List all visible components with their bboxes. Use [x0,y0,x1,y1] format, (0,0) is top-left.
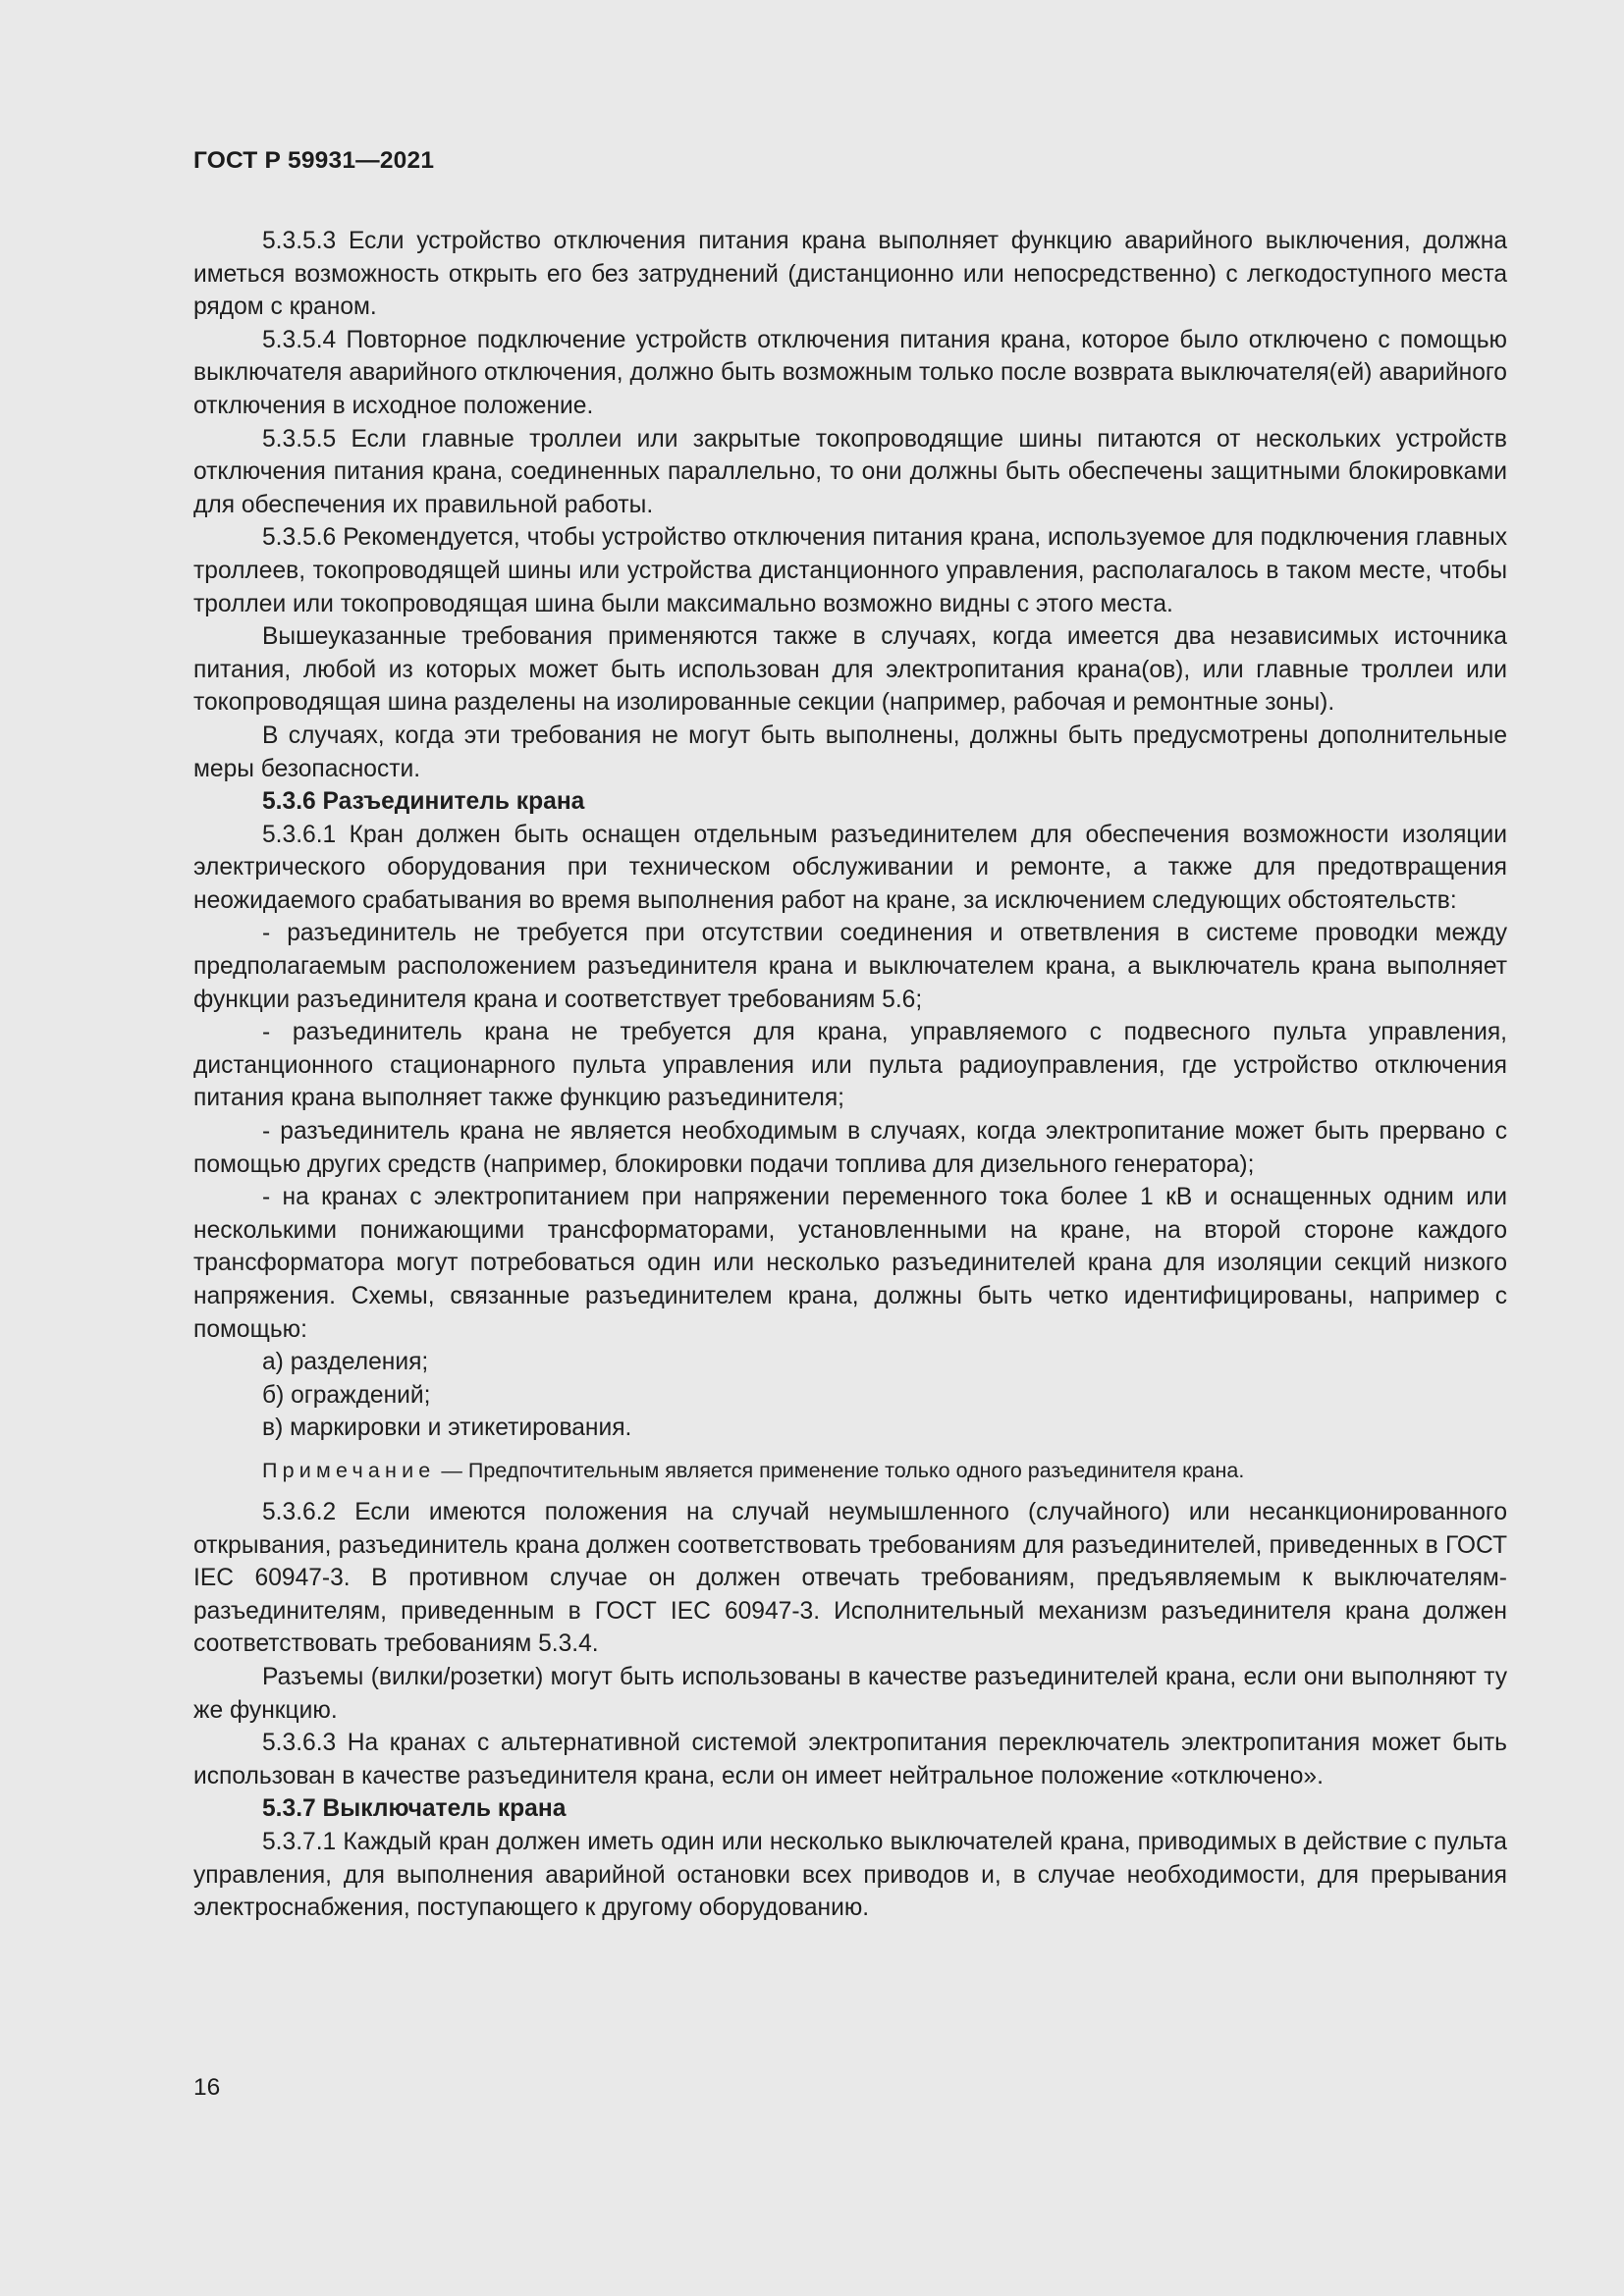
page-number: 16 [193,2074,221,2101]
list-item-letter: а) разделения; [262,1349,429,1376]
list-item-dash: - на кранах с электропитанием при напряжении переменного тока более 1 кВ и оснащенных одним или несколькими понижающими трансформаторами, установленными на кране, на второй стороне каждого трансформатора могут потребоваться один или несколько разъединителей крана для изоляции секций низкого напряжения. Схемы, связанные разъединителем крана, должны быть четко идентифицированы, например с помощью: [193,1184,1507,1343]
paragraph-5-3-6-1: 5.3.6.1 Кран должен быть оснащен отдельным разъединителем для обеспечения возможности изоляции электрического оборудования при техническом обслуживании и ремонте, а также для предотвращения неожидаемого срабатывания во время выполнения работ на кране, за исключением следующих обстоятельств: [193,821,1507,914]
list-item-letter: в) маркировки и этикетирования. [262,1415,632,1442]
paragraph-5-3-5-3: 5.3.5.3 Если устройство отключения питания крана выполняет функцию аварийного выключения, должна иметься возможность открыть его без затруднений (дистанционно или непосредственно) с легкодоступного места рядом с краном. [193,228,1507,321]
paragraph-connectors: Разъемы (вилки/розетки) могут быть использованы в качестве разъединителей крана, если они выполняют ту же функцию. [193,1663,1507,1724]
paragraph-5-3-6-3: 5.3.6.3 На кранах с альтернативной системой электропитания переключатель электропитания может быть использован в качестве разъединителя крана, если он имеет нейтральное положение «отключено». [193,1730,1507,1789]
paragraph-5-3-5-4: 5.3.5.4 Повторное подключение устройств отключения питания крана, которое было отключено с помощью выключателя аварийного отключения, должно быть возможным только после возврата выключателя(ей) аварийного отключения в исходное положение. [193,326,1507,419]
section-heading-5-3-7: 5.3.7 Выключатель крана [262,1795,567,1823]
list-item-letter: б) ограждений; [262,1381,431,1409]
list-item-dash: - разъединитель не требуется при отсутствии соединения и ответвления в системе проводки между предполагаемым расположением разъединителя крана и выключателем крана, а выключатель крана выполняет функции разъединителя крана и соответствует требованиям 5.6; [193,920,1507,1013]
note-text: — Предпочтительным является применение только одного разъединителя крана. [435,1458,1245,1482]
paragraph-5-3-5-5: 5.3.5.5 Если главные троллеи или закрытые токопроводящие шины питаются от нескольких устройств отключения питания крана, соединенных параллельно, то они должны быть обеспечены защитными блокировками для обеспечения их правильной работы. [193,425,1507,518]
paragraph-requirements-apply: Вышеуказанные требования применяются также в случаях, когда имеется два независимых источника питания, любой из которых может быть использован для электропитания крана(ов), или главные троллеи или токопроводящая шина разделены на изолированные секции (например, рабочая и ремонтные зоны). [193,623,1507,717]
note [193,1457,1507,1484]
list-item-dash: - разъединитель крана не требуется для крана, управляемого с подвесного пульта управления, дистанционного стационарного пульта управления или пульта радиоуправления, где устройство отключения питания крана выполняет также функцию разъединителя; [193,1019,1507,1112]
paragraph-5-3-7-1: 5.3.7.1 Каждый кран должен иметь один или несколько выключателей крана, приводимых в действие с пульта управления, для выполнения аварийной остановки всех приводов и, в случае необходимости, для прерывания электроснабжения, поступающего к другому оборудованию. [193,1828,1507,1922]
paragraph-5-3-5-6: 5.3.5.6 Рекомендуется, чтобы устройство отключения питания крана, используемое для подключения главных троллеев, токопроводящей шины или устройства дистанционного управления, располагалось в таком месте, чтобы троллеи или токопроводящая шина были максимально возможно видны с этого места. [193,524,1507,617]
document-body [193,225,1507,1925]
document-header: ГОСТ Р 59931—2021 [193,147,435,174]
paragraph-5-3-6-2: 5.3.6.2 Если имеются положения на случай неумышленного (случайного) или несанкционированного открывания, разъединитель крана должен соответствовать требованиям для разъединителей, приведенных в ГОСТ IEC 60947-3. В противном случае он должен отвечать требованиям, предъявляемым к выключателям-разъединителям, приведенным в ГОСТ IEC 60947-3. Исполнительный механизм разъединителя крана должен соответствовать требованиям 5.3.4. [193,1498,1507,1658]
list-item-dash: - разъединитель крана не является необходимым в случаях, когда электропитание может быть прервано с помощью других средств (например, блокировки подачи топлива для дизельного генератора); [193,1118,1507,1178]
note-label: Примечание [262,1458,436,1482]
paragraph-additional-measures: В случаях, когда эти требования не могут быть выполнены, должны быть предусмотрены дополнительные меры безопасности. [193,721,1507,782]
section-heading-5-3-6: 5.3.6 Разъединитель крана [262,788,585,816]
